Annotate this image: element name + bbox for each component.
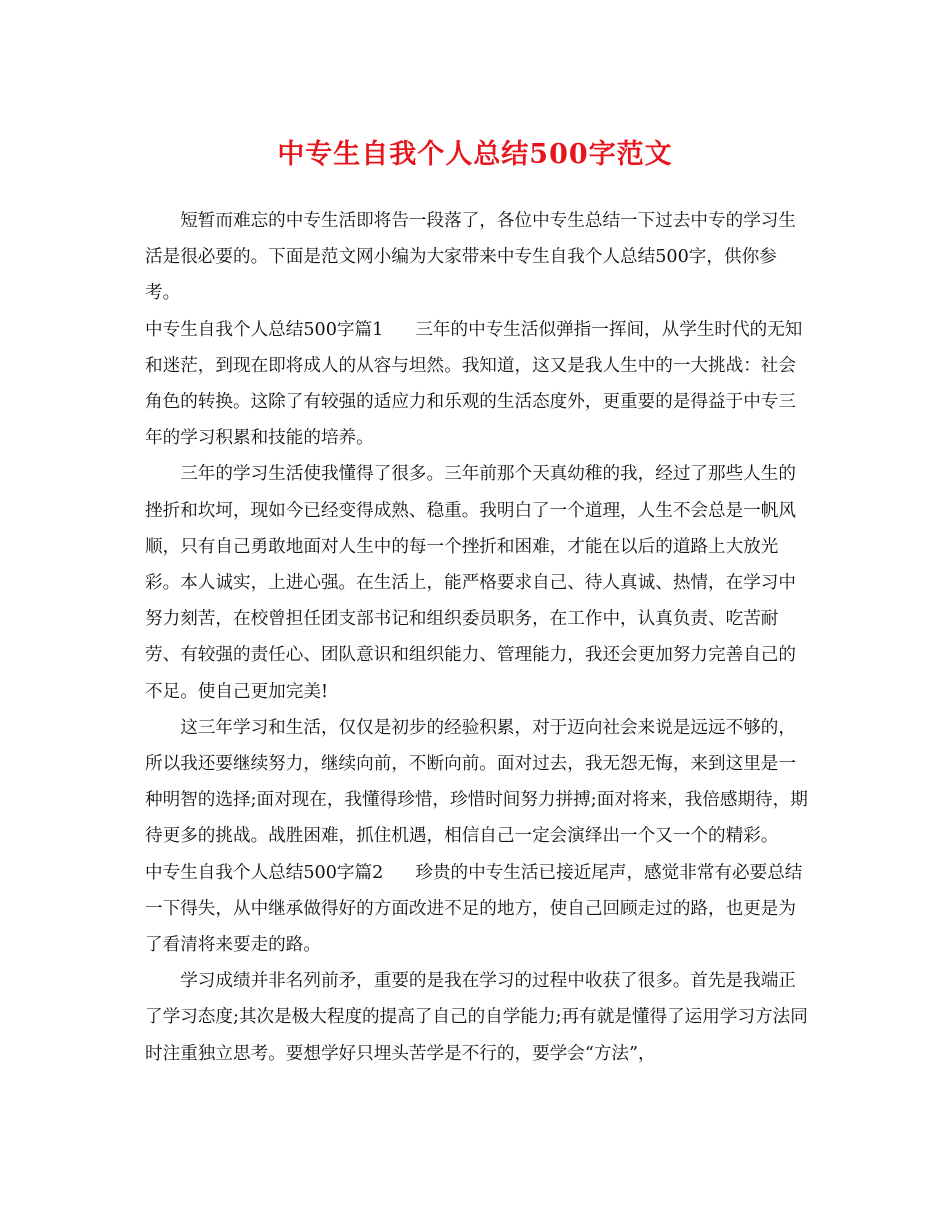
paragraph-text: 珍贵的中专生活已接近尾声，感觉非常有必要总结一下得失，从中继承做得好的方面改进不足的地方，使自己回顾走过的路，也更是为了看清将来要走的路。: [145, 862, 803, 956]
section-heading-2: 中专生自我个人总结500字篇2: [145, 862, 384, 883]
paragraph-text: 三年的学习生活使我懂得了很多。三年前那个天真幼稚的我，经过了那些人生的挫折和坎坷，现如今已经变得成熟、稳重。我明白了一个道理，人生不会总是一帆风顺，只有自己勇敢地面对人生中的每一个挫折和困难，才能在以后的道路上大放光彩。本人诚实，上进心强。在生活上，能严格要求自己、待人真诚、热情，在学习中努力刻苦，在校曾担任团支部书记和组织委员职务，在工作中，认真负责、吃苦耐劳、有较强的责任心、团队意识和组织能力、管理能力，我还会更加努力完善自己的不足。使自己更加完美!: [145, 464, 796, 702]
paragraph-text: 这三年学习和生活，仅仅是初步的经验积累，对于迈向社会来说是远远不够的，所以我还要继续努力，继续向前，不断向前。面对过去，我无怨无悔，来到这里是一种明智的选择;面对现在，我懂得珍惜，珍惜时间努力拼搏;面对将来，我倍感期待，期待更多的挑战。战胜困难，抓住机遇，相信自己一定会演绎出一个又一个的精彩。: [145, 717, 808, 847]
paragraph-text: 学习成绩并非名列前矛，重要的是我在学习的过程中收获了很多。首先是我端正了学习态度;其次是极大程度的提高了自己的自学能力;再有就是懂得了运用学习方法同时注重独立思考。要想学好只埋头苦学是不行的，要学会“方法”，: [145, 971, 808, 1064]
body-paragraph: [145, 963, 810, 1072]
section-2-paragraph: [145, 855, 810, 964]
paragraph-text: 三年的中专生活似弹指一挥间，从学生时代的无知和迷茫，到现在即将成人的从容与坦然。我知道，这又是我人生中的一大挑战：社会角色的转换。这除了有较强的适应力和乐观的生活态度外，更重要的是得益于中专三年的学习积累和技能的培养。: [145, 319, 803, 449]
section-heading-1: 中专生自我个人总结500字篇1: [145, 319, 384, 340]
body-paragraph: [145, 456, 810, 709]
section-1-paragraph: [145, 312, 810, 457]
document-title: 中专生自我个人总结500字范文: [277, 139, 673, 170]
body-paragraph: [145, 710, 810, 855]
paragraph-text: 短暂而难忘的中专生活即将告一段落了，各位中专生总结一下过去中专的学习生活是很必要的。下面是范文网小编为大家带来中专生自我个人总结500字，供你参考。: [145, 211, 796, 304]
document-body: [145, 203, 810, 1072]
intro-paragraph: [145, 203, 810, 312]
